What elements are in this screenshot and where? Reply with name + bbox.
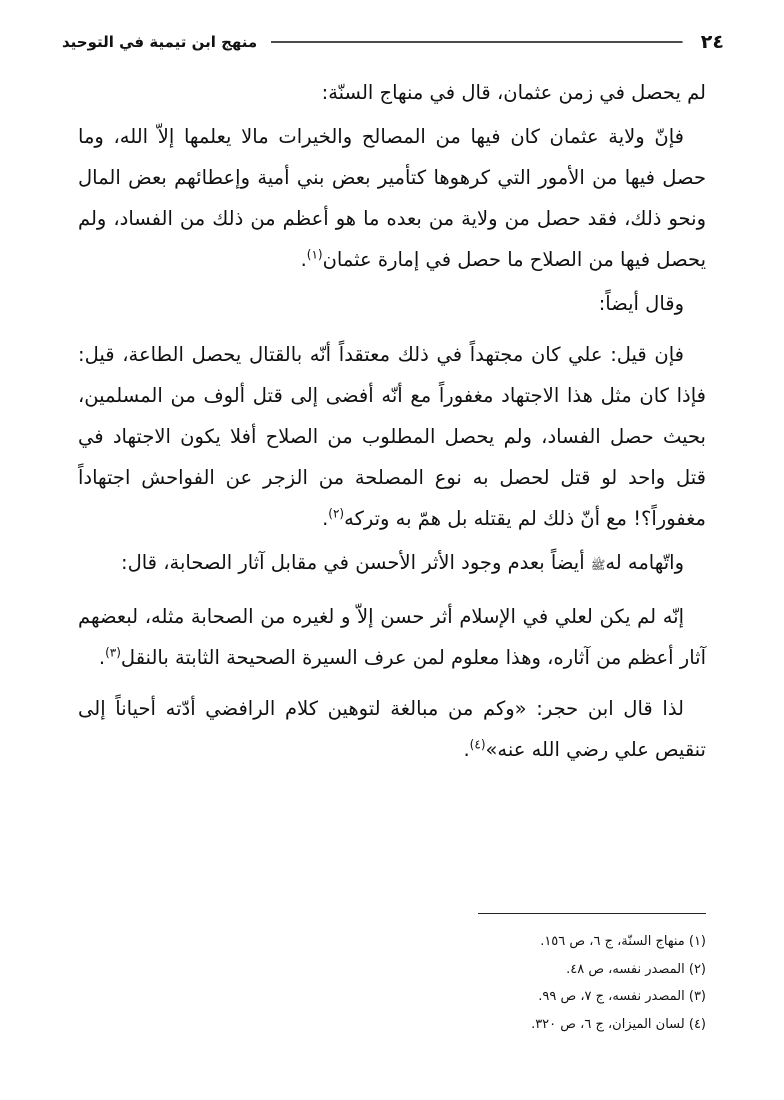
- paragraph-ibn-hajar: [78, 688, 706, 770]
- ibn-hajar-text: لذا قال ابن حجر: «وكم من مبالغة لتوهين كلام الرافضي أدّته أحياناً إلى تنقيص علي رضي الله عنه»: [78, 697, 706, 761]
- footnote-2: (٢) المصدر نفسه، ص ٤٨.: [566, 961, 706, 977]
- footnote-separator: [478, 913, 706, 914]
- footnote-3: (٣) المصدر نفسه، ج ٧، ص ٩٩.: [538, 989, 706, 1004]
- body-text: [78, 72, 706, 773]
- paragraph-said-also: [78, 283, 706, 324]
- footnote-4: (٤) لسان الميزان، ج ٦، ص ٣٢٠.: [531, 1016, 706, 1032]
- paragraph-quote-1: [78, 116, 706, 280]
- paragraph-intro: [78, 72, 706, 113]
- footnote-1: (١) منهاج السنّة، ج ٦، ص ١٥٦.: [540, 934, 706, 949]
- quote-1-end: .: [300, 248, 307, 271]
- paragraph-accusation: [78, 542, 706, 586]
- footnotes: [306, 928, 706, 1038]
- footnote-ref-4: (٤): [469, 737, 486, 752]
- running-header: [62, 28, 724, 56]
- quote-3-end: .: [98, 646, 106, 669]
- ornament-line: [271, 35, 683, 49]
- paragraph-quote-3: [78, 596, 706, 678]
- said-also-text: وقال أيضاً:: [598, 292, 684, 315]
- quote-3-text: إنّه لم يكن لعلي في الإسلام أثر حسن إلاّ و لغيره من الصحابة مثله، لبعضهم آثار أعظم من آثاره، وهذا معلوم لمن عرف السيرة الصحيحة الثابتة بالنقل: [78, 605, 706, 669]
- accusation-text-start: واتّهامه له: [605, 551, 684, 574]
- honorific-symbol: ﷺ: [590, 558, 606, 572]
- ibn-hajar-end: .: [463, 738, 470, 761]
- footnote-ref-2: (٢): [328, 506, 345, 521]
- paragraph-quote-2: [78, 334, 706, 539]
- quote-2-end: .: [322, 507, 329, 530]
- header-ornament-rule: [271, 35, 683, 49]
- quote-2-text: فإن قيل: علي كان مجتهداً في ذلك معتقداً أنّه بالقتال يحصل الطاعة، قيل: فإذا كان مثل هذا الاجتهاد مغفوراً مع أنّه أفضى إلى قتل ألوف من المسلمين، بحيث حصل الفساد، ولم يحصل المطلوب من الصلاح أفلا يكون الاجتهاد في قتل واحد لو قتل لحصل به نوع المصلحة من الزجر عن الفواحش اجتهاداً مغفوراً؟! مع أنّ ذلك لم يقتله بل همّ به وتركه: [78, 343, 706, 530]
- book-title: منهج ابن تيمية في التوحيد: [62, 33, 258, 51]
- footnote-ref-3: (٣): [105, 645, 121, 660]
- page-number: ٢٤: [700, 31, 724, 53]
- footnote-ref-1: (١): [306, 247, 323, 262]
- quote-1-text: فإنّ ولاية عثمان كان فيها من المصالح والخيرات مالا يعلمها إلاّ الله، وما حصل فيها من الأمور التي كرهوها كتأمير بعض بني أمية وإعطائهم بعض المال ونحو ذلك، فقد حصل من ولاية من بعده ما هو أعظم من ذلك من الفساد، ولم يحصل فيها من الصلاح ما حصل في إمارة عثمان: [78, 125, 706, 271]
- accusation-text-end: أيضاً بعدم وجود الأثر الأحسن في مقابل آثار الصحابة، قال:: [121, 551, 591, 574]
- paragraph-intro-text: لم يحصل في زمن عثمان، قال في منهاج السنّة:: [321, 81, 706, 104]
